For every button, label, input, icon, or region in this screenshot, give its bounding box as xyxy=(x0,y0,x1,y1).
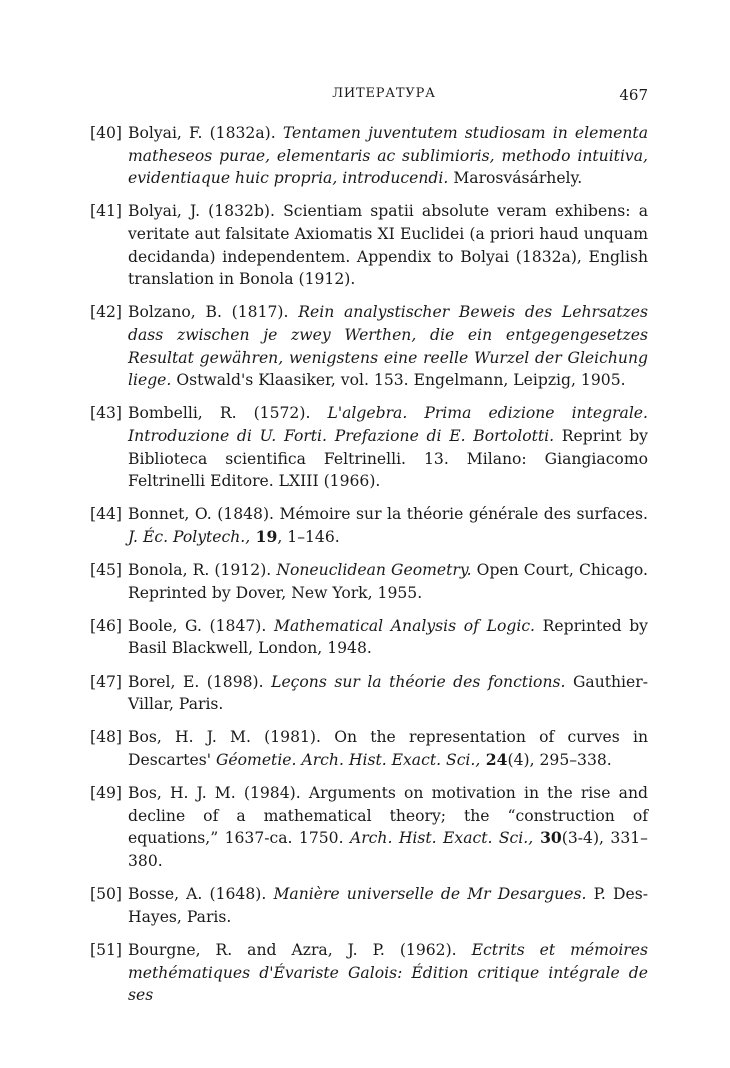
running-title: ЛИТЕРАТУРА xyxy=(332,86,436,101)
reference-label: [46] xyxy=(90,616,123,635)
reference-authors: Boole, G. (1847). xyxy=(128,616,274,635)
reference-journal: J. Éc. Polytech., xyxy=(128,527,251,546)
reference-label: [41] xyxy=(90,202,123,221)
reference-entry xyxy=(90,782,648,872)
reference-authors: Bonnet, O. (1848). Mémoire sur la théorie générale des surfaces. xyxy=(128,505,648,524)
reference-authors: Borel, E. (1898). xyxy=(128,672,272,691)
reference-title: Manière universelle de Mr Desargues. xyxy=(273,885,587,904)
reference-authors: Bombelli, R. (1572). xyxy=(128,404,328,423)
reference-volume: 24 xyxy=(480,750,508,769)
reference-authors: Bosse, A. (1648). xyxy=(128,885,274,904)
reference-label: [44] xyxy=(90,505,123,524)
reference-entry xyxy=(90,402,648,492)
reference-details: Open Court, Chicago. Reprinted by Dover, New York, 1955. xyxy=(128,561,648,602)
reference-entry xyxy=(90,559,648,604)
reference-details: Gauthier-Villar, Paris. xyxy=(128,672,648,714)
reference-details: Scientiam spatii absolute veram exhibens: a veritate aut falsitate Axiomatis XI Euclidei (a priori haud unquam decidanda) independentem. Appendix to Bolyai (1832a), English translation in Bonola (1912). xyxy=(128,202,648,289)
running-header xyxy=(120,86,648,106)
reference-label: [49] xyxy=(90,784,123,803)
reference-details: Marosvásárhely. xyxy=(448,169,583,188)
reference-entry xyxy=(90,122,648,190)
reference-authors: Bonola, R. (1912). xyxy=(128,561,277,580)
reference-authors: Bolyai, F. (1832a). xyxy=(128,124,283,142)
reference-entry xyxy=(90,939,648,1007)
reference-label: [45] xyxy=(90,561,123,580)
reference-title: Leçons sur la théorie des fonctions. xyxy=(271,672,566,691)
reference-entry xyxy=(90,200,648,290)
reference-authors: Bourgne, R. and Azra, J. P. (1962). xyxy=(128,940,472,959)
reference-details: Ostwald's Klaasiker, vol. 153. Engelmann, Leipzig, 1905. xyxy=(171,371,626,390)
reference-entry xyxy=(90,883,648,928)
reference-title: L'algebra. Prima edizione integrale. Introduzione di U. Forti. Prefazione di E. Bortolotti. xyxy=(128,404,648,445)
reference-details: (3-4), 331–380. xyxy=(128,829,648,870)
reference-authors: Bos, H. J. M. (1984). Arguments on motivation in the rise and decline of a mathematical theory; the “construction of equations,” 1637-ca. 1750. xyxy=(128,784,648,848)
reference-title: Ectrits et mémoires methématiques d'Évariste Galois: Édition critique intégrale de ses xyxy=(128,940,648,1005)
reference-entry xyxy=(90,615,648,660)
reference-details: Reprint by Biblioteca scientifica Feltrinelli. 13. Milano: Giangiacomo Feltrinelli Editore. LXIII (1966). xyxy=(128,426,648,491)
reference-entry xyxy=(90,301,648,391)
reference-details: , 1–146. xyxy=(277,527,340,546)
reference-details: Reprinted by Basil Blackwell, London, 1948. xyxy=(128,616,648,658)
reference-volume: 30 xyxy=(533,828,562,848)
reference-list xyxy=(90,122,648,1017)
reference-journal: Arch. Hist. Exact. Sci., xyxy=(349,829,534,848)
reference-entry xyxy=(90,503,648,548)
reference-title: Rein analystischer Beweis des Lehrsatzes dass zwischen je zwey Werthen, die ein entgegengesetzes Resultat gewähren, wenigstens eine reelle Wurzel der Gleichung liege. xyxy=(128,303,648,390)
reference-details: P. Des-Hayes, Paris. xyxy=(128,885,648,926)
reference-details: (4), 295–338. xyxy=(507,751,612,769)
page-number: 467 xyxy=(619,86,648,104)
reference-label: [43] xyxy=(90,404,123,423)
reference-label: [42] xyxy=(90,303,123,322)
reference-entry xyxy=(90,726,648,771)
reference-label: [50] xyxy=(90,885,123,904)
reference-volume: 19 xyxy=(250,526,278,546)
reference-title: Géometie. Arch. Hist. Exact. Sci., xyxy=(215,751,481,769)
reference-entry xyxy=(90,671,648,716)
reference-title: Mathematical Analysis of Logic. xyxy=(273,616,536,635)
reference-label: [51] xyxy=(90,940,123,959)
reference-authors: Bolyai, J. (1832b). xyxy=(128,202,284,221)
reference-title: Noneuclidean Geometry. xyxy=(276,561,472,580)
reference-label: [40] xyxy=(90,124,123,142)
reference-label: [47] xyxy=(90,672,123,691)
reference-label: [48] xyxy=(90,728,123,747)
reference-authors: Bos, H. J. M. (1981). On the representation of curves in Descartes' xyxy=(128,728,648,769)
reference-title: Tentamen juventutem studiosam in elementa matheseos purae, elementaris ac sublimioris, methodo intuitiva, evidentiaque huic propria, introducendi. xyxy=(128,124,648,188)
reference-authors: Bolzano, B. (1817). xyxy=(128,303,299,322)
